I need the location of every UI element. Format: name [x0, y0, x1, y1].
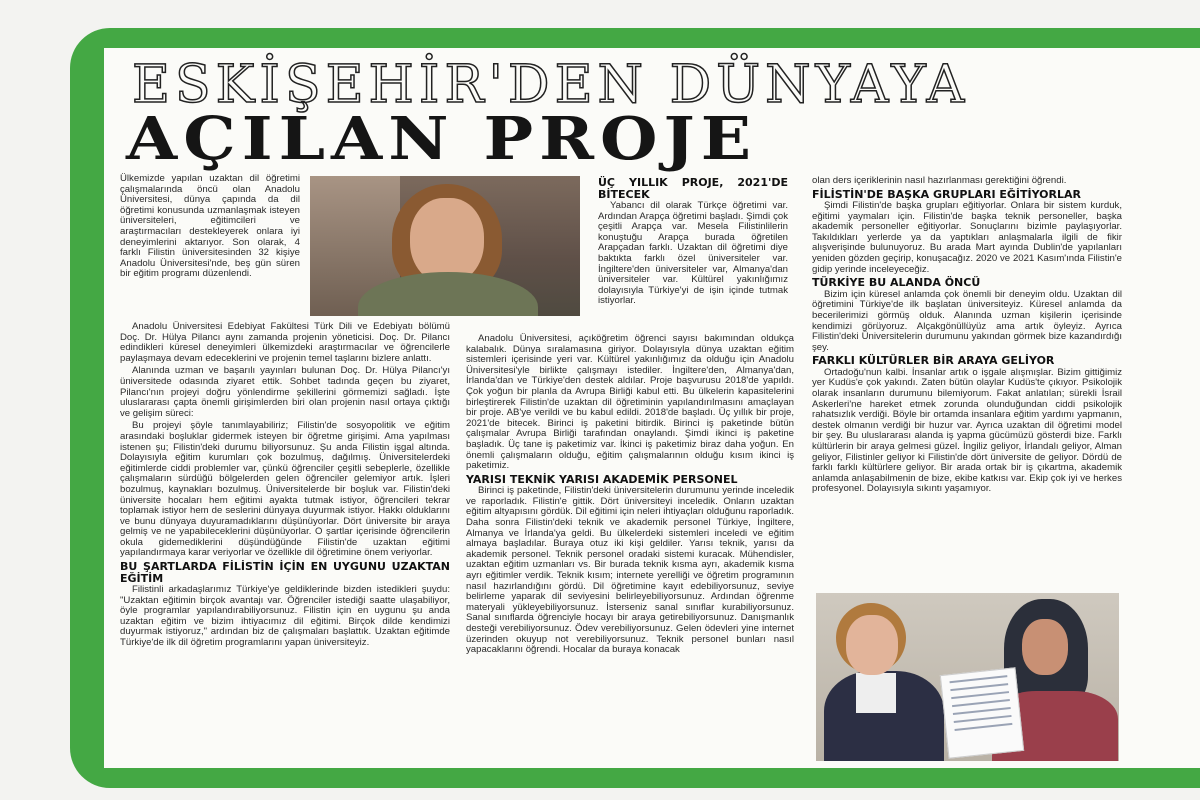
- col3-subheading-1: FİLİSTİN'DE BAŞKA GRUPLARI EĞİTİYORLAR: [812, 187, 1081, 201]
- col1-para-2: Anadolu Üniversitesi Edebiyat Fakültesi Türk Dili ve Edebiyatı bölümü Doç. Dr. Hülya Pilancı aynı zamanda projenin yöneticisi. Doç. Dr. Pilancı edindikleri küresel deneyimleri ülkemizdeki araştırmacılar ve öğrencilerle paylaşmaya devam edeceklerini ve projenin temel taşlarını bizlere anlattı.: [120, 321, 450, 364]
- col3-para-3: Bizim için küresel anlamda çok önemli bir deneyim oldu. Uzaktan dil öğretimini Türkiye'de ilk başlatan üniversiteyiz. Küresel anlamda da becerilerimizi görmüş olduk. Alanında uzman kişilerin içerisinde kendimizi görüyoruz. Alçakgönüllüyüz ama artık öyleyiz. Ayrıca Filistin'deki Üniversitelerin durumunu yakından görmek bize kazandırdığı şey.: [812, 288, 1122, 353]
- column-1: [120, 174, 300, 282]
- portrait-photo: [310, 176, 580, 316]
- headline-line-1: ESKİŞEHİR'DEN DÜNYAYA: [132, 55, 970, 115]
- col1-para-3: Alanında uzman ve başarılı yayınları bulunan Doç. Dr. Hülya Pilancı'yı üniversitede odasında ziyaret ettik. Sohbet tadında geçen bu ziyaret, Pilancı'nın projeyi doğru yönlendirme şekillerini görmemizi sağladı. İşte uluslararası çapta önemli girişimlerden biri olan projenin nasıl ortaya çıktığı ve gelişim süreci:: [120, 365, 450, 419]
- col3-para-4: Ortadoğu'nun kalbi. İnsanlar artık o işgale alışmışlar. Bizim gittiğimiz yer Kudüs'e çok yakındı. Zaten bütün olaylar Kudüs'te çıkıyor. Psikolojik olarak insanların durumunu bilemiyorum. Fakat anlatılan; sürekli İsrail Askerleri'ne hareket etmek zorunda olunduğundan ciddi psikolojik rahatsızlık verdiği. Böyle bir ortamda insanlara eğitim yardımı yapmanın, destek olmanın verdiği bir huzur var. Ayrıca uzaktan dil öğretimi model bir şey. Bu uluslararası alanda iş yapma gücümüzü gösterdi bize. Farklı kültürlerin bir araya gelmesi güzel. İngiliz geliyor, İrlandalı geliyor, Alman geliyor, Filistinler geliyor ki Filistin'de dört üniversite de geliyor. Dördü de farklı farklı kültürlere geliyor. Bir arada ortak bir iş çıkartma, akademik anlamda anlaşabilmenin de bize, ekibe katkısı var. Ekip çok iyi ve herkes profesyonel. Dolayısıyla sıkıntı yaşamıyor.: [812, 366, 1122, 495]
- column-2-top: [598, 176, 788, 309]
- col3-subheading-3: FARKLI KÜLTÜRLER BİR ARAYA GELİYOR: [812, 354, 1055, 368]
- column-2: [466, 334, 794, 658]
- col2-subheading-1: ÜÇ YILLIK PROJE, 2021'DE BİTECEK: [598, 176, 788, 201]
- column-3: [812, 176, 1122, 497]
- newspaper-page: [104, 48, 1200, 768]
- col3-subheading-2: TÜRKİYE BU ALANDA ÖNCÜ: [812, 276, 981, 290]
- col2-para-3: Birinci iş paketinde, Filistin'deki üniversitelerin durumunu yerinde inceledik ve raporladık. Filistin'e gittik. Dört üniversiteyi inceledik. Onların uzaktan eğitim altyapısını gördük. Dil eğitimi için neleri ihtiyaçları olduğunu raporladık. Daha sonra Filistin'deki teknik ve akademik personel Türkiye, İngiltere, Almanya ve İrlanda'ya geldi. Bu ülkelerdeki sistemleri inceledi ve eğitim almaya başladılar. Buraya otuz iki kişi geldiler. Yarısı teknik, yarısı da akademik personel. Teknik personel oradaki sistemi kuracak. Mühendisler, uzaktan eğitim uzmanları vs. Bir burada teknik kısma ayrı, akademik kısma ayrı eğitimler verdik. Teknik kısım; internete yerelliği ve öğretim programının nasıl hazırlandığını gördü. Dil öğretimine kayıt edebiliyorsunuz, seviye belirleme yaparak dil seviyesini belirleyebiliyorsunuz. Ardından öğrenme materyali yükleyebiliyorsunuz. İsterseniz sanal sınıflar kurabiliyorsunuz. Sanal sınıflarda öğrenciyle hocayı bir araya getirebiliyorsunuz. Danışmanlık desteği verebiliyorsunuz. Ödev verebiliyorsunuz. Gelen ödevleri yine internet üzerinden okuyup not verebiliyorsunuz. Teknik personel bunları nasıl yapacaklarını öğrendi. Hocalar da buraya konacak: [466, 485, 794, 656]
- col3-para-2: Şimdi Filistin'de başka grupları eğitiyorlar. Onlara bir sistem kurduk, eğitimi yaymaları için. Filistin'de başka teknik personeller, başka akademik personeller eğitiyorlar. Sonuçlarını bizimle paylaşıyorlar. Takıldıkları yerlerde ya da yaptıkları anlaşmalarla ilgili de fikir alışverişinde bulunuyoruz. Bu arada Mart ayında Dublin'de yapılanları yeniden gözden geçirip, konuşacağız. 2020 ve 2021 Kasım'ında Filistin'e gidip yerinde inceleyeceğiz.: [812, 200, 1122, 275]
- col1-intro: Ülkemizde yapılan uzaktan dil öğretimi çalışmalarında öncü olan Anadolu Üniversitesi, dünya çapında da dil öğretimi konusunda uzmanlaşmak isteyen üniversiteleri, eğitimcileri ve araştırmacıları destekleyerek onlara iyi deneyimlerini aktarıyor. Son olarak, 4 farklı Filistin üniversitesinden 32 kişiye Anadolu Üniversitesi'nde, beş gün süren bir eğitim programı düzenlendi.: [120, 173, 300, 280]
- col1-para-4: Bu projeyi şöyle tanımlayabiliriz; Filistin'de sosyopolitik ve eğitim arasındaki boşluklar gidermek isteyen bir öğretme girişimi. Ama yapılması istenen şu; Filistin'deki durumu biliyorsunuz. Şu anda Filistin işgal altında. Dolayısıyla eğitim kurumları çok bozulmuş, dağılmış. Üniversitelerdeki eğitimlerde ciddi problemler var, çünkü öğrenciler çeşitli sebeplerle, özellikle çalışmaların sürdüğü bölgelerden gelen öğrenciler gelemiyor artık. İşleri bozulmuş, kaynakları bozulmuş. Üniversitelerde bir boşluk var. Filistin'deki üniversite hocaları hem eğitimi ayakta tutmak istiyor, öğrencileri tekrar toplamak istiyor hem de seslerini dünyaya duyurmak istiyor. Hakkı olduklarını ve bunu dünyaya duyuramadıklarını düşünüyorlar. Dört üniversite bir araya gelmiş ve ne yapabileceklerini düşünüyorlar. O şartlar içerisinde öğrencilerin okula gidemediklerini düşündüğünde Filistin'de uzaktan eğitimi yapılandırmaya karar veriyorlar ve özellikle dil öğretimine önem veriyorlar.: [120, 420, 450, 559]
- col1-subheading: BU ŞARTLARDA FİLİSTİN İÇİN EN UYGUNU UZAKTAN EĞİTİM: [120, 560, 450, 585]
- col1-para-5: Filistinli arkadaşlarımız Türkiye'ye geldiklerinde bizden istedikleri şuydu: "Uzaktan eğitimin birçok avantajı var. Öğrenciler istediği saatte ulaşabiliyor, öyle programlar yapılandırabiliyorsunuz. Filistin için en uygunu şu anda uzaktan eğitim ve bizim ihtiyacımız dil eğitimi. Birçok dilde kendimizi duyurmak istiyoruz," ardından biz de çalışmaları başlattık. Uzaktan eğitimde Türkiye'de ilk dil öğretim programlarını yapan üniversiteyiz.: [120, 584, 450, 649]
- column-1-wide: [120, 322, 450, 651]
- col2-subheading-2: YARISI TEKNİK YARISI AKADEMİK PERSONEL: [466, 472, 738, 486]
- col2-para-1: Yabancı dil olarak Türkçe öğretimi var. Ardından Arapça öğretimi başladı. Şimdi çok çeşitli Arapça var. Mesela Filistinlilerin konuştuğu Arapça burada öğretilen Arapçadan farklı. Uzaktan dil öğretimi diye baktıkta farklı özel üniversiteler var. İngiltere'den üniversiteler var, Almanya'dan üniversiteler var. Kültürel yakınlığımız dolayısıyla Türkiye'yi de işin içinde tutmak istiyorlar.: [598, 200, 788, 307]
- col2-para-2: Anadolu Üniversitesi, açıköğretim öğrenci sayısı bakımından oldukça kalabalık. Dünya sıralamasına giriyor. Dolayısıyla dünya uzaktan eğitim sistemleri içerisinde yeri var. Kültürel yakınlığımız da olduğu için Anadolu Üniversitesi'yle birlikte çalışmayı istediler. İngiltere'den, Almanya'dan, İrlanda'dan ve Türkiye'den destek aldılar. Proje başvurusu 2018'de yapıldı. Çok yoğun bir planla da Avrupa Birliği kabul etti. Bu ülkelerin kapasitelerini birleştirerek Filistin'de uzaktan dil öğretiminin yapılandırılmasını amaçlayan bir proje. AB'ye verildi ve bu kabul edildi. 2018'de başladı. Üç yıllık bir proje, 2021'de bitecek. Birinci iş paketini bitirdik. Birinci iş paketinde bütün çalışmalar Avrupa Birliği tarafından onaylandı. Şimdi ikinci iş paketine başladık. Üç tane iş paketimiz var. İkinci iş paketimiz biraz daha yoğun. En önemli çalışmaların olduğu, eğitim çalışmalarının olduğu kısım ikinci iş paketimiz.: [466, 333, 794, 472]
- col3-para-1: olan ders içeriklerinin nasıl hazırlanması gerektiğini öğrendi.: [812, 175, 1067, 186]
- certificate-photo: [816, 593, 1119, 761]
- certificate-paper: [940, 667, 1024, 758]
- headline-line-2: AÇILAN PROJE: [126, 103, 758, 174]
